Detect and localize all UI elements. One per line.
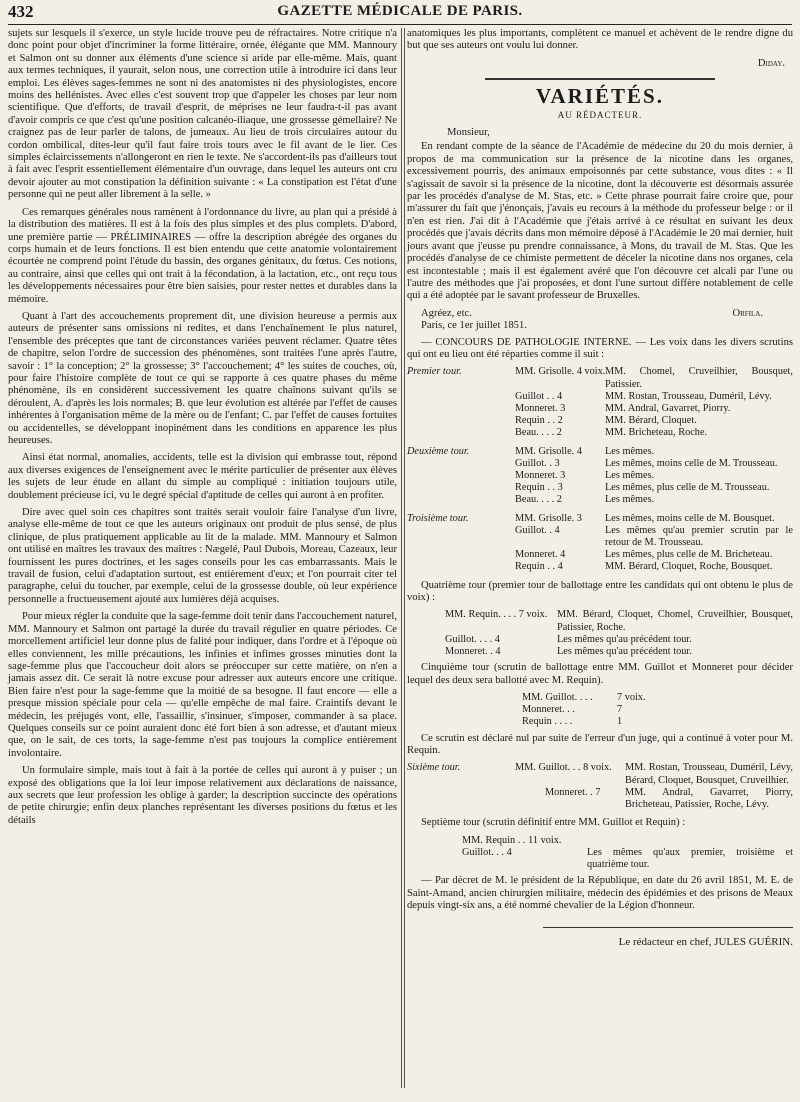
voters: Les mêmes, moins celle de M. Trousseau. [605,457,778,469]
vote-table-tour-5 [407,692,793,729]
masthead [8,2,792,25]
vote-table-tour-3 [407,513,793,574]
voters: Les mêmes. [605,494,655,506]
candidate: MM. Guillot. . . 8 voix. [515,762,612,774]
vote-row [407,561,793,573]
page-number: 432 [8,2,34,21]
letter-body: En rendant compte de la séance de l'Académie de médecine du 20 du mois dernier, à propos de ma communication sur la présence de la nicotine dans les organes, excessivement pourris, des animaux empoisonnés par cette substance, vous dites : « Il s'agissait de savoir si la présence de la nicotine, dont la découverte est désormais assurée par les procédés d'analyse de M. Stas, etc. » Cette phrase pourrait faire croire que, pour m'assurer du fait que j'énonçais, j'avais eu recours à la méthode du professeur belge : or il n'en est rien. J'ai dit à l'Académie que j'étais arrivé à ce résultat en suivant les deux procédés que j'avais décrits dans mon mémoire déposé à l'Académie le 20 mai dernier, huit jours avant que j'eusse pu prendre connaissance, à Mons, du travail de M. Stas. Que les procédés d'analyse de ce chimiste permettent de déceler la nicotine dans nos organes, cela est incontestable ; mais il est également avéré que l'on découvre cet alcali par l'une ou l'autre des méthodes que j'ai proposées, et dont l'une surtout diffère notablement de celle qui a été adoptée par le savant professeur de Bruxelles. [407,141,793,302]
paragraph: Dire avec quel soin ces chapitres sont traités serait vouloir faire l'analyse d'un livre, analyse elle-même de tout ce que les auteurs originaux ont produit de plus sensé, de plus clinique, de plus pratiquement applicable au lit de la malade. MM. Mannoury et Salmon ont utilisé en maîtres les travaux des maîtres : Nægelé, Paul Dubois, Moreau, Cazeaux, leur fournissent les pures doctrines, et les sages conseils pour les cas embarrassants. Mais le travail de fusion, celui d'adaptation surtout, est entièrement d'eux; et l'on pourrait citer tel paragraphe, celui du toucher, par exemple, celui de la grossesse double, où leur expérience personnelle a fructueusement ajouté aux lumières déjà acquises. [8,507,397,605]
tour-4-intro: Quatrième tour (premier tour de ballottage entre les candidats qui ont obtenu le plus de voix) : [407,579,793,603]
signature-orfila: Orfila. [732,307,763,319]
candidate: MM. Requin. . . . 7 voix. [445,609,548,621]
candidate: Beau. . . . 2 [515,494,562,506]
vote-row [407,847,793,871]
vote-row [407,415,793,427]
candidate: MM. Requin . . 11 voix. [462,834,562,846]
candidate: Requin . . . . [522,716,573,728]
paragraph: Un formulaire simple, mais tout à fait à la portée de celles qui auront à y puiser ; un exposé des obligations que la loi leur impose relativement aux déclarations de naissance, aux secrets que leur profession les oblige à garder; la description succincte des opérations de petite chirurgie; enfin deux planches représentant les diverses positions du fœtus et les détails [8,765,397,826]
tour-7-intro: Septième tour (scrutin définitif entre MM. Guillot et Requin) : [421,817,686,829]
right-column [407,28,793,948]
vote-row [407,458,793,470]
tour-label: Deuxième tour. [407,445,470,457]
voters: Les mêmes qu'au premier scrutin par le retour de M. Trousseau. [605,524,793,548]
candidate: Monneret. . . [522,704,575,716]
column-divider-inner [404,28,405,1088]
tour-5-note: Ce scrutin est déclaré nul par suite de l'erreur d'un juge, qui a continué à voter pour M. Requin. [407,732,793,757]
section-title: VARIÉTÉS. [536,84,664,109]
candidate: Requin . . 2 [515,415,563,427]
vote-row [407,634,793,646]
concours-intro: — CONCOURS DE PATHOLOGIE INTERNE. — Les voix dans les divers scrutins qui ont eu lieu ont été réparties comme il suit : [407,336,793,360]
letter-closing [407,308,793,320]
column-divider [401,28,402,1088]
voters: Les mêmes qu'au précédent tour. [557,646,692,658]
candidate: Beau. . . . 2 [515,427,562,439]
paragraph: Pour mieux régler la conduite que la sage-femme doit tenir dans l'accouchement naturel, MM. Mannoury et Salmon ont partagé la durée du travail régulier en quatre périodes. Ce morcellement artificiel leur donne plus de falité pour indiquer, dans l'ordre et à l'époque où elles conviennent, les mille précautions, les infinies et infimes grosses minuties dont la sage-femme plus que l'accoucheur doit alors se préoccuper sur cette matière, on n'en a jamais assez dit. Ce serait là notre excuse pour adresser aux auteurs encore une critique. Bien faire n'est pour la sage-femme que la moitié de sa besogne. Il faut encore — elle a presque mission spéciale pour cela — qu'elle empêche de mal faire. Craintifs devant le médecin, les préjugés vont, elle, l'assaillir, s'insinuer, s'imposer, commander à sa place. Quelques conseils sur ce point auraient donc été fort bien à son adresse, et d'autant mieux que, on le sait, de ces torts, la sage-femme n'est pas toujours la complice entièrement involontaire. [8,611,397,759]
vote-row [407,513,793,525]
candidate: Guillot . . 4 [515,390,563,402]
vote-row [407,494,793,506]
candidate: Requin . . 3 [515,482,563,494]
letter-addressee: AU RÉDACTEUR. [557,109,643,120]
letter-date: Paris, ce 1er juillet 1851. [421,320,527,332]
vote-table-tour-4 [407,609,793,658]
journal-title: GAZETTE MÉDICALE DE PARIS. [277,3,523,19]
candidate: Monneret. 3 [515,469,566,481]
voters: MM. Bérard, Cloquet, Chomel, Cruveilhier, Bousquet, Patissier, Roche. [557,609,793,633]
candidate: Monneret. . 4 [445,646,501,658]
voters: Les mêmes qu'aux premier, troisième et quatrième tour. [587,846,793,871]
vote-row [407,787,793,811]
vote-row [407,835,793,847]
vote-row [407,716,793,728]
tour-5-intro: Cinquième tour (scrutin de ballottage entre MM. Guillot et Monneret pour décider lequel des deux sera ballotté avec M. Requin). [407,662,793,686]
candidate: MM. Grisolle. 4 [515,445,582,457]
candidate: Guillot. . 3 [515,457,560,469]
candidate: Monneret. 3 [515,402,566,414]
paragraph: Ainsi état normal, anomalies, accidents, telle est la division qui embrasse tout, répond aux diverses exigences de l'enseignement avec le mérite particulier de présenter aux élèves les sujets de leur étude en allant du simple au compliqué : initiation toujours utile, doublement précieuse ici, vu le degré spécial d'aptitude de celles qui auront à en profiter. [8,452,397,501]
voters: Les mêmes. [605,469,655,481]
left-column [8,28,397,832]
vote-row [407,470,793,482]
paragraph: Quant à l'art des accouchements proprement dit, une division heureuse a permis aux auteurs de présenter sans omissions ni redites, et dans l'enchaînement le plus naturel, l'ensemble des préceptes que tant de circonstances variées peuvent réclamer. Quatre têtes de chapitre, selon l'ordre de succession des phénomènes, sont traitées l'une après l'autre, savoir : 1° la conception; 2° la grossesse; 3° l'accouchement; 4° les suites de couches, où, pour faire l'histoire complète de tout ce qui se rapporte à ces quatre phases du même phénomène, ils en considèrent successivement les quatre chaînons suivant qu'ils se déroulent, A. d'après les lois normales; B. que leur évolution est altérée par l'effet de causes inhérentes à l'organisation même de la mère ou de l'enfant; C. par l'effet de causes fortuites ou accidentelles, se développant inopinément dans les conditions en apparence les plus heureuses. [8,310,397,446]
candidate: Guillot. . 4 [515,524,560,536]
vote-table-tour-7 [407,835,793,872]
vote-row [407,391,793,403]
vote-row [407,609,793,633]
vote-row [407,549,793,561]
candidate: MM. Guillot. . . . [522,692,593,704]
editor-signature: Le rédacteur en chef, JULES GUÉRIN. [618,935,793,948]
paragraph: Ces remarques générales nous ramènent à l'ordonnance du livre, au plan qui a présidé à la distribution des matières. Il est à la fois des plus simples et des plus complets. D'abord, une première partie — PRÉLIMINAIRES — offre la description abrégée des organes du corps humain et de leurs fonctions. Il est bien entendu que cette anatomie volontairement écourtée ne comprend point l'étude du bassin, des organes génitaux, du fœtus. Ces notions, au contraire, ainsi que celles qui ont trait à la fécondation, à la lactation, etc., ont reçu tous les développements nécessaires pour être bien saisies, pour rester nettes et durables dans la mémoire. [8,206,397,305]
footer-divider [543,927,793,928]
paragraph: sujets sur lesquels il s'exerce, un style lucide trouve peu de réfractaires. Notre critique n'a donc point pour objet d'incriminer la forme littéraire, ornée, élégante que MM. Mannoury et Salmon ont su donner aux éléments d'une science si aride par elle-même. Mais, quant aux termes techniques, il yaurait, selon nous, une correction utile à introduire ici dans leur emploi. Les élèves sages-femmes ne sont ni des anatomistes ni des physiologistes, encore moins des hellénistes. Avec elles c'est souvent trop que d'appeler les choses par leur nom scientifique. Que d'efforts, de travail d'esprit, de méprises ne leur faudra-t-il pas avant d'avoir compris ce que c'est qu'une position calcanéo-iliaque, une grossesse gémellaire? Ne craignez pas de leur parler de talons, de jumeaux. Au lieu de trois circulaires autour du cordon ombilical, dites-leur qu'il faut faire trois tours avec le fil avant de le lier. Ces simples éclaircissements n'allongeront en rien le texte. Ne s'accordent-ils pas d'ailleurs tout à fait avec l'esprit essentiellement élémentaire d'un ouvrage, dans lequel les auteurs ont cru devoir ajouter au mot constipation la définition suivante : « La constipation est l'état d'une personne qui ne peut aller librement à la selle. » [8,28,397,201]
voters: MM. Chomel, Cruveilhier, Bousquet, Patissier. [605,366,793,390]
voters: MM. Bérard, Cloquet. [605,415,697,427]
tour-label: Troisième tour. [407,512,469,524]
candidate: Requin . . 4 [515,561,563,573]
voters: MM. Andral, Gavarret, Piorry. [605,402,731,414]
candidate: Monneret. . 7 [545,786,601,798]
votes: 1 [617,716,623,728]
vote-row [407,427,793,439]
voters: MM. Bérard, Cloquet, Roche, Bousquet. [605,561,773,573]
candidate: MM. Grisolle. 4 voix. [515,366,606,378]
candidate: MM. Grisolle. 3 [515,512,582,524]
voters [587,835,793,847]
voters: Les mêmes. [605,445,655,457]
vote-table-tour-2 [407,446,793,507]
voters: MM. Andral, Gavarret, Piorry, Bricheteau, Patissier, Roche, Lévy. [625,786,793,811]
tour-label: Premier tour. [407,366,462,378]
section-divider [485,78,715,80]
voters: MM. Rostan, Trousseau, Duméril, Lévy. [605,390,772,402]
voters: Les mêmes qu'au précédent tour. [557,633,692,645]
signature-diday: Diday. [757,57,785,69]
vote-row [407,646,793,658]
voters: MM. Rostan, Trousseau, Duméril, Lévy, Bérard, Cloquet, Bousquet, Cruveilhier. [625,762,793,786]
vote-row [407,704,793,716]
voters: Les mêmes, moins celle de M. Bousquet. [605,512,775,524]
decree-notice: — Par décret de M. le président de la République, en date du 26 avril 1851, M. E. de Saint-Amand, ancien chirurgien militaire, médecin des épidémies et des prisons de Meaux depuis vingt-six ans, a été nommé chevalier de la Légion d'honneur. [407,875,793,912]
vote-row [407,403,793,415]
vote-row [407,525,793,549]
votes: 7 voix. [617,692,646,704]
candidate: Guillot. . . . 4 [445,633,500,645]
voters: MM. Bricheteau, Roche. [605,427,708,439]
candidate: Monneret. 4 [515,549,566,561]
vote-row [407,762,793,786]
vote-row [407,446,793,458]
closing-formula: Agréez, etc. [421,307,472,319]
vote-row [407,482,793,494]
votes: 7 [617,704,623,716]
vote-row [407,692,793,704]
candidate: Guillot. . . 4 [462,846,512,858]
vote-table-tour-6 [407,762,793,811]
salutation: Monsieur, [447,127,490,139]
vote-row [407,366,793,390]
paragraph: anatomiques les plus importants, complètent ce manuel et achèvent de le rendre digne du but que ses auteurs ont voulu lui donner. [407,28,793,52]
voters: Les mêmes, plus celle de M. Trousseau. [605,482,770,494]
vote-table-tour-1 [407,366,793,439]
tour-label: Sixième tour. [407,762,461,774]
voters: Les mêmes, plus celle de M. Bricheteau. [605,549,773,561]
